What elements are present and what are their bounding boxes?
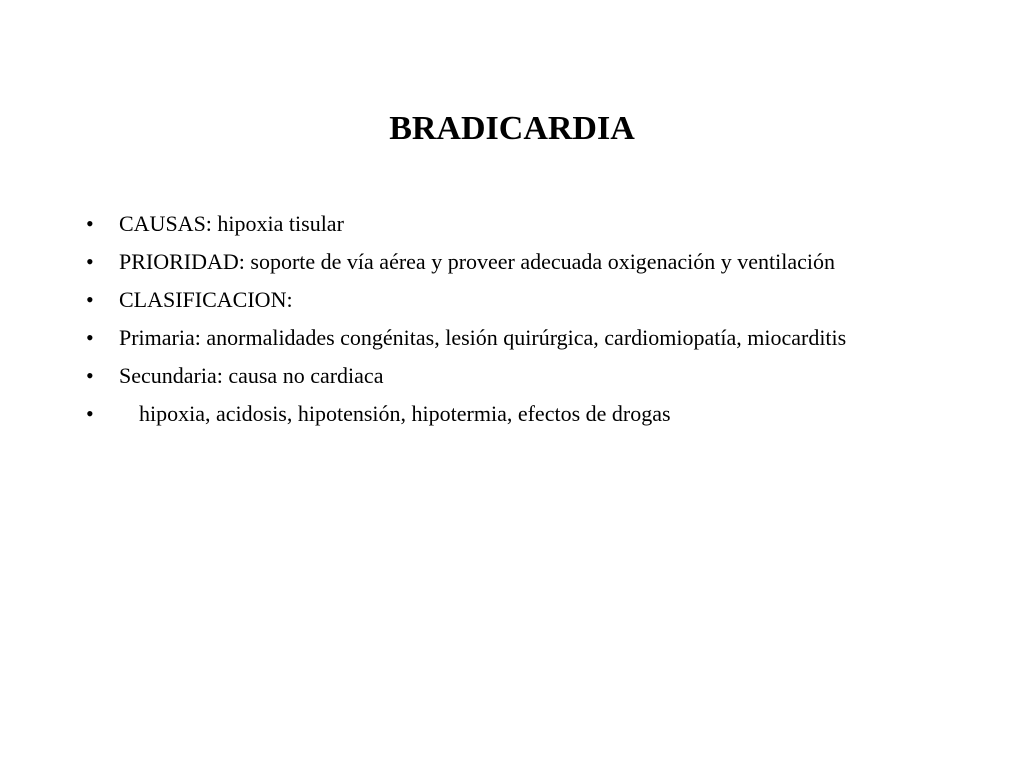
- bullet-icon: •: [86, 249, 94, 274]
- bullet-icon: •: [86, 325, 94, 350]
- bullet-icon: •: [86, 287, 94, 312]
- bullet-item: [86, 211, 966, 237]
- bullet-icon: •: [86, 363, 94, 388]
- bullet-text: Secundaria: causa no cardiaca: [119, 363, 384, 388]
- bullet-list: [86, 211, 966, 439]
- bullet-text: PRIORIDAD: soporte de vía aérea y proveer adecuada oxigenación y ventilación: [119, 249, 835, 274]
- bullet-text: CLASIFICACION:: [119, 287, 293, 312]
- bullet-item: [86, 325, 966, 351]
- bullet-text: hipoxia, acidosis, hipotensión, hipotermia, efectos de drogas: [139, 401, 671, 426]
- bullet-item: [86, 401, 966, 427]
- bullet-text: CAUSAS: hipoxia tisular: [119, 211, 344, 236]
- bullet-icon: •: [86, 401, 94, 426]
- bullet-item: [86, 363, 966, 389]
- slide-title: BRADICARDIA: [389, 110, 635, 147]
- bullet-icon: •: [86, 211, 94, 236]
- bullet-text: Primaria: anormalidades congénitas, lesión quirúrgica, cardiomiopatía, miocarditis: [119, 325, 847, 350]
- bullet-item: [86, 287, 966, 313]
- bullet-item: [86, 249, 966, 275]
